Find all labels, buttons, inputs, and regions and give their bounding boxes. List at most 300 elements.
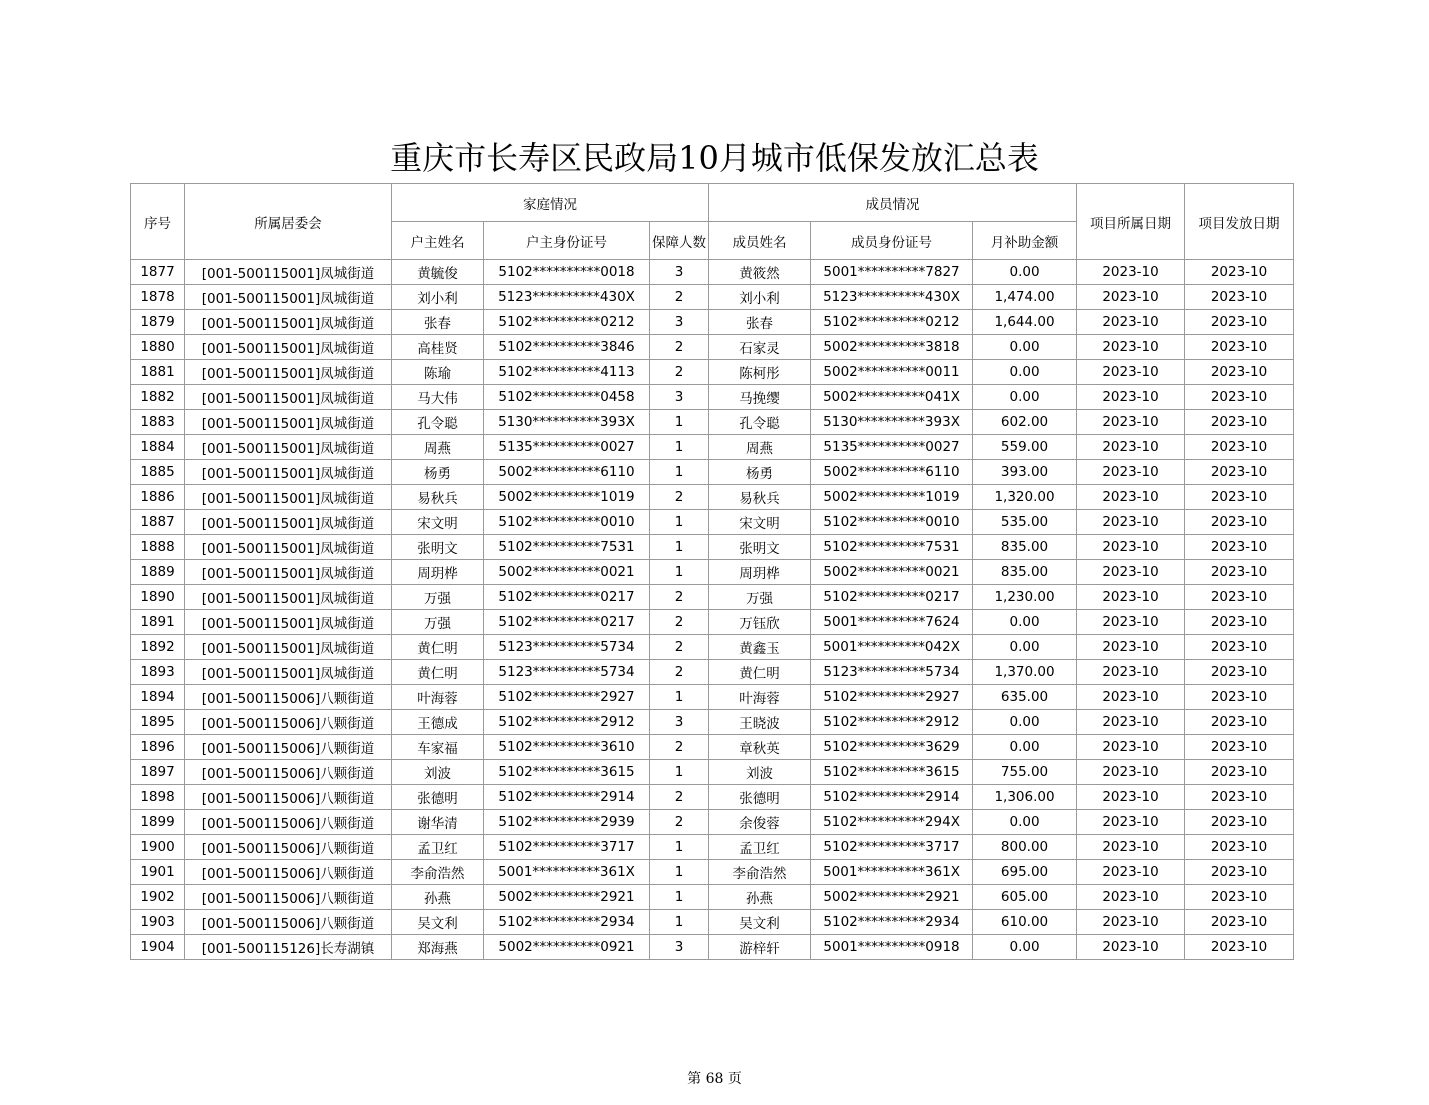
cell-project-period: 2023-10 [1077,885,1185,910]
cell-project-period: 2023-10 [1077,360,1185,385]
cell-issue-date: 2023-10 [1185,810,1294,835]
cell-head-id: 5102**********0458 [484,385,650,410]
cell-member-name: 刘小利 [709,285,811,310]
cell-member-name: 游梓轩 [709,935,811,960]
cell-issue-date: 2023-10 [1185,560,1294,585]
table-row [131,660,1294,685]
cell-member-id: 5102**********2912 [811,710,973,735]
cell-committee: [001-500115001]凤城街道 [185,610,392,635]
table-row [131,285,1294,310]
cell-member-id: 5102**********2927 [811,685,973,710]
cell-member-name: 王晓波 [709,710,811,735]
cell-member-name: 黄鑫玉 [709,635,811,660]
cell-project-period: 2023-10 [1077,785,1185,810]
cell-issue-date: 2023-10 [1185,460,1294,485]
page-title: 重庆市长寿区民政局10月城市低保发放汇总表 [390,139,1039,177]
cell-member-id: 5002**********6110 [811,460,973,485]
cell-head-id: 5102**********3610 [484,735,650,760]
cell-head-id: 5102**********7531 [484,535,650,560]
cell-head-id: 5102**********2914 [484,785,650,810]
cell-covered: 1 [650,435,709,460]
cell-monthly-amount: 1,644.00 [973,310,1077,335]
cell-head-id: 5002**********0921 [484,935,650,960]
cell-monthly-amount: 0.00 [973,710,1077,735]
cell-seq: 1899 [131,810,185,835]
cell-project-period: 2023-10 [1077,310,1185,335]
cell-covered: 3 [650,935,709,960]
cell-monthly-amount: 695.00 [973,860,1077,885]
cell-seq: 1903 [131,910,185,935]
cell-head-id: 5102**********3717 [484,835,650,860]
header-family-group: 家庭情况 [392,184,709,222]
table-row [131,560,1294,585]
cell-member-id: 5102**********0217 [811,585,973,610]
cell-head-id: 5130**********393X [484,410,650,435]
cell-seq: 1897 [131,760,185,785]
cell-monthly-amount: 0.00 [973,360,1077,385]
cell-member-name: 黄筱然 [709,260,811,285]
cell-seq: 1902 [131,885,185,910]
table-row [131,410,1294,435]
cell-monthly-amount: 393.00 [973,460,1077,485]
cell-head-id: 5102**********2934 [484,910,650,935]
cell-head-id: 5102**********4113 [484,360,650,385]
cell-project-period: 2023-10 [1077,260,1185,285]
cell-monthly-amount: 835.00 [973,535,1077,560]
cell-covered: 2 [650,635,709,660]
cell-committee: [001-500115001]凤城街道 [185,485,392,510]
cell-project-period: 2023-10 [1077,435,1185,460]
table-row [131,310,1294,335]
cell-head-name: 易秋兵 [392,485,484,510]
cell-committee: [001-500115001]凤城街道 [185,335,392,360]
cell-head-name: 孟卫红 [392,835,484,860]
cell-committee: [001-500115001]凤城街道 [185,435,392,460]
cell-issue-date: 2023-10 [1185,260,1294,285]
cell-member-name: 易秋兵 [709,485,811,510]
cell-head-name: 刘小利 [392,285,484,310]
cell-issue-date: 2023-10 [1185,310,1294,335]
cell-seq: 1880 [131,335,185,360]
cell-committee: [001-500115006]八颗街道 [185,860,392,885]
cell-member-id: 5102**********2934 [811,910,973,935]
cell-monthly-amount: 1,474.00 [973,285,1077,310]
cell-covered: 3 [650,260,709,285]
cell-covered: 1 [650,685,709,710]
cell-member-name: 石家灵 [709,335,811,360]
header-seq: 序号 [131,184,185,260]
cell-head-id: 5102**********0010 [484,510,650,535]
cell-head-id: 5123**********430X [484,285,650,310]
cell-monthly-amount: 0.00 [973,610,1077,635]
table-row [131,735,1294,760]
cell-monthly-amount: 0.00 [973,635,1077,660]
cell-covered: 1 [650,510,709,535]
table-row [131,710,1294,735]
header-issue-date: 项目发放日期 [1185,184,1294,260]
cell-member-id: 5102**********0212 [811,310,973,335]
table-header [131,184,1294,260]
cell-head-name: 谢华清 [392,810,484,835]
table-row [131,460,1294,485]
cell-member-id: 5002**********1019 [811,485,973,510]
cell-monthly-amount: 610.00 [973,910,1077,935]
cell-head-id: 5002**********1019 [484,485,650,510]
cell-member-id: 5002**********3818 [811,335,973,360]
cell-project-period: 2023-10 [1077,935,1185,960]
cell-seq: 1895 [131,710,185,735]
cell-issue-date: 2023-10 [1185,535,1294,560]
cell-member-id: 5130**********393X [811,410,973,435]
cell-covered: 2 [650,810,709,835]
cell-committee: [001-500115006]八颗街道 [185,785,392,810]
cell-member-name: 宋文明 [709,510,811,535]
cell-committee: [001-500115001]凤城街道 [185,310,392,335]
cell-seq: 1884 [131,435,185,460]
cell-head-name: 刘波 [392,760,484,785]
cell-covered: 2 [650,285,709,310]
cell-project-period: 2023-10 [1077,560,1185,585]
cell-seq: 1879 [131,310,185,335]
cell-committee: [001-500115001]凤城街道 [185,385,392,410]
header-project-period: 项目所属日期 [1077,184,1185,260]
cell-issue-date: 2023-10 [1185,610,1294,635]
cell-head-name: 孙燕 [392,885,484,910]
cell-member-name: 陈柯彤 [709,360,811,385]
cell-monthly-amount: 0.00 [973,810,1077,835]
table-row [131,935,1294,960]
cell-member-id: 5001**********0918 [811,935,973,960]
cell-member-name: 吴文利 [709,910,811,935]
cell-member-name: 万强 [709,585,811,610]
cell-seq: 1893 [131,660,185,685]
cell-committee: [001-500115006]八颗街道 [185,710,392,735]
cell-head-name: 高桂贤 [392,335,484,360]
page-number: 第 68 页 [687,1071,742,1087]
cell-committee: [001-500115006]八颗街道 [185,735,392,760]
cell-monthly-amount: 635.00 [973,685,1077,710]
cell-seq: 1888 [131,535,185,560]
cell-member-name: 张明文 [709,535,811,560]
cell-monthly-amount: 0.00 [973,385,1077,410]
cell-head-id: 5102**********3615 [484,760,650,785]
cell-issue-date: 2023-10 [1185,510,1294,535]
cell-project-period: 2023-10 [1077,510,1185,535]
cell-member-name: 刘波 [709,760,811,785]
cell-covered: 1 [650,535,709,560]
cell-monthly-amount: 835.00 [973,560,1077,585]
cell-project-period: 2023-10 [1077,710,1185,735]
table-row [131,885,1294,910]
cell-monthly-amount: 1,230.00 [973,585,1077,610]
cell-head-name: 宋文明 [392,510,484,535]
cell-issue-date: 2023-10 [1185,485,1294,510]
cell-covered: 1 [650,910,709,935]
cell-head-name: 陈瑜 [392,360,484,385]
cell-member-id: 5002**********0011 [811,360,973,385]
cell-member-id: 5002**********2921 [811,885,973,910]
cell-seq: 1890 [131,585,185,610]
cell-covered: 3 [650,385,709,410]
cell-issue-date: 2023-10 [1185,435,1294,460]
table-row [131,685,1294,710]
cell-member-name: 章秋英 [709,735,811,760]
cell-covered: 2 [650,585,709,610]
allowance-table [130,183,1294,960]
header-head-name: 户主姓名 [392,222,484,260]
cell-head-name: 万强 [392,585,484,610]
header-monthly-amount: 月补助金额 [973,222,1077,260]
cell-covered: 1 [650,460,709,485]
cell-member-name: 万钰欣 [709,610,811,635]
cell-project-period: 2023-10 [1077,410,1185,435]
cell-head-id: 5102**********2927 [484,685,650,710]
cell-member-name: 周燕 [709,435,811,460]
cell-issue-date: 2023-10 [1185,735,1294,760]
cell-monthly-amount: 0.00 [973,335,1077,360]
cell-issue-date: 2023-10 [1185,285,1294,310]
cell-seq: 1901 [131,860,185,885]
cell-project-period: 2023-10 [1077,735,1185,760]
cell-head-name: 张春 [392,310,484,335]
cell-head-name: 黄仁明 [392,660,484,685]
cell-issue-date: 2023-10 [1185,935,1294,960]
table-body [131,260,1294,960]
cell-covered: 1 [650,835,709,860]
cell-head-name: 车家福 [392,735,484,760]
header-covered: 保障人数 [650,222,709,260]
cell-monthly-amount: 755.00 [973,760,1077,785]
cell-monthly-amount: 1,320.00 [973,485,1077,510]
table-row [131,910,1294,935]
cell-monthly-amount: 602.00 [973,410,1077,435]
table-row [131,260,1294,285]
cell-seq: 1886 [131,485,185,510]
cell-head-id: 5102**********0212 [484,310,650,335]
cell-monthly-amount: 0.00 [973,735,1077,760]
cell-issue-date: 2023-10 [1185,585,1294,610]
cell-covered: 1 [650,560,709,585]
cell-committee: [001-500115006]八颗街道 [185,685,392,710]
cell-seq: 1894 [131,685,185,710]
cell-project-period: 2023-10 [1077,485,1185,510]
cell-seq: 1882 [131,385,185,410]
cell-member-id: 5135**********0027 [811,435,973,460]
cell-head-name: 孔令聪 [392,410,484,435]
cell-committee: [001-500115001]凤城街道 [185,535,392,560]
cell-head-name: 叶海蓉 [392,685,484,710]
cell-head-name: 郑海燕 [392,935,484,960]
cell-seq: 1904 [131,935,185,960]
cell-issue-date: 2023-10 [1185,360,1294,385]
cell-committee: [001-500115001]凤城街道 [185,410,392,435]
cell-head-name: 马大伟 [392,385,484,410]
table-row [131,835,1294,860]
cell-issue-date: 2023-10 [1185,635,1294,660]
cell-head-id: 5123**********5734 [484,660,650,685]
cell-issue-date: 2023-10 [1185,710,1294,735]
cell-seq: 1891 [131,610,185,635]
cell-issue-date: 2023-10 [1185,785,1294,810]
cell-covered: 3 [650,310,709,335]
cell-seq: 1883 [131,410,185,435]
cell-issue-date: 2023-10 [1185,885,1294,910]
cell-covered: 2 [650,360,709,385]
cell-head-id: 5102**********0018 [484,260,650,285]
cell-project-period: 2023-10 [1077,535,1185,560]
cell-seq: 1900 [131,835,185,860]
table-row [131,360,1294,385]
cell-head-name: 周玥桦 [392,560,484,585]
table-row [131,335,1294,360]
cell-issue-date: 2023-10 [1185,685,1294,710]
cell-seq: 1889 [131,560,185,585]
table-row [131,810,1294,835]
cell-issue-date: 2023-10 [1185,660,1294,685]
cell-monthly-amount: 800.00 [973,835,1077,860]
cell-monthly-amount: 1,306.00 [973,785,1077,810]
cell-member-id: 5102**********7531 [811,535,973,560]
cell-head-name: 万强 [392,610,484,635]
header-member-id: 成员身份证号 [811,222,973,260]
cell-head-name: 张明文 [392,535,484,560]
table-row [131,435,1294,460]
header-committee: 所属居委会 [185,184,392,260]
cell-committee: [001-500115001]凤城街道 [185,285,392,310]
cell-project-period: 2023-10 [1077,760,1185,785]
cell-member-name: 张德明 [709,785,811,810]
cell-member-id: 5123**********430X [811,285,973,310]
table-row [131,635,1294,660]
cell-covered: 2 [650,785,709,810]
header-head-id: 户主身份证号 [484,222,650,260]
cell-member-id: 5123**********5734 [811,660,973,685]
cell-head-id: 5002**********0021 [484,560,650,585]
cell-head-name: 李俞浩然 [392,860,484,885]
cell-head-id: 5102**********2912 [484,710,650,735]
cell-head-name: 黄仁明 [392,635,484,660]
cell-project-period: 2023-10 [1077,860,1185,885]
cell-project-period: 2023-10 [1077,585,1185,610]
cell-committee: [001-500115006]八颗街道 [185,835,392,860]
table-row [131,535,1294,560]
cell-head-name: 吴文利 [392,910,484,935]
cell-head-id: 5102**********0217 [484,610,650,635]
cell-seq: 1878 [131,285,185,310]
cell-project-period: 2023-10 [1077,910,1185,935]
cell-project-period: 2023-10 [1077,635,1185,660]
cell-head-id: 5102**********2939 [484,810,650,835]
cell-issue-date: 2023-10 [1185,410,1294,435]
cell-seq: 1892 [131,635,185,660]
cell-head-name: 周燕 [392,435,484,460]
cell-issue-date: 2023-10 [1185,335,1294,360]
cell-monthly-amount: 0.00 [973,935,1077,960]
cell-head-id: 5002**********2921 [484,885,650,910]
cell-member-id: 5102**********294X [811,810,973,835]
cell-member-id: 5102**********3629 [811,735,973,760]
cell-head-name: 黄毓俊 [392,260,484,285]
cell-project-period: 2023-10 [1077,610,1185,635]
header-member-name: 成员姓名 [709,222,811,260]
cell-committee: [001-500115001]凤城街道 [185,360,392,385]
cell-monthly-amount: 1,370.00 [973,660,1077,685]
cell-project-period: 2023-10 [1077,685,1185,710]
cell-committee: [001-500115001]凤城街道 [185,260,392,285]
header-member-group: 成员情况 [709,184,1077,222]
cell-head-name: 张德明 [392,785,484,810]
cell-member-id: 5001**********361X [811,860,973,885]
cell-member-name: 叶海蓉 [709,685,811,710]
cell-member-name: 周玥桦 [709,560,811,585]
cell-issue-date: 2023-10 [1185,835,1294,860]
cell-committee: [001-500115006]八颗街道 [185,810,392,835]
cell-member-name: 杨勇 [709,460,811,485]
cell-issue-date: 2023-10 [1185,910,1294,935]
cell-covered: 2 [650,735,709,760]
cell-issue-date: 2023-10 [1185,860,1294,885]
cell-head-id: 5102**********0217 [484,585,650,610]
table-row [131,860,1294,885]
cell-committee: [001-500115006]八颗街道 [185,885,392,910]
table-row [131,385,1294,410]
cell-covered: 1 [650,760,709,785]
cell-member-name: 黄仁明 [709,660,811,685]
table-row [131,585,1294,610]
table-row [131,785,1294,810]
cell-project-period: 2023-10 [1077,335,1185,360]
cell-member-name: 孟卫红 [709,835,811,860]
cell-member-id: 5102**********3717 [811,835,973,860]
cell-monthly-amount: 0.00 [973,260,1077,285]
cell-member-name: 张春 [709,310,811,335]
cell-project-period: 2023-10 [1077,835,1185,860]
cell-seq: 1885 [131,460,185,485]
cell-seq: 1881 [131,360,185,385]
cell-head-name: 王德成 [392,710,484,735]
cell-covered: 1 [650,860,709,885]
cell-seq: 1887 [131,510,185,535]
cell-committee: [001-500115001]凤城街道 [185,510,392,535]
cell-member-id: 5002**********041X [811,385,973,410]
cell-monthly-amount: 605.00 [973,885,1077,910]
cell-committee: [001-500115006]八颗街道 [185,760,392,785]
cell-project-period: 2023-10 [1077,385,1185,410]
cell-member-name: 孙燕 [709,885,811,910]
cell-member-id: 5002**********0021 [811,560,973,585]
cell-covered: 2 [650,485,709,510]
cell-seq: 1898 [131,785,185,810]
cell-member-id: 5102**********2914 [811,785,973,810]
cell-committee: [001-500115126]长寿湖镇 [185,935,392,960]
cell-head-id: 5135**********0027 [484,435,650,460]
cell-project-period: 2023-10 [1077,660,1185,685]
cell-head-id: 5001**********361X [484,860,650,885]
cell-head-id: 5002**********6110 [484,460,650,485]
cell-committee: [001-500115001]凤城街道 [185,560,392,585]
cell-member-name: 余俊蓉 [709,810,811,835]
cell-committee: [001-500115001]凤城街道 [185,460,392,485]
cell-issue-date: 2023-10 [1185,760,1294,785]
table-row [131,610,1294,635]
table-row [131,485,1294,510]
cell-committee: [001-500115001]凤城街道 [185,635,392,660]
cell-committee: [001-500115001]凤城街道 [185,585,392,610]
cell-covered: 2 [650,335,709,360]
cell-committee: [001-500115001]凤城街道 [185,660,392,685]
cell-member-id: 5102**********3615 [811,760,973,785]
cell-member-name: 孔令聪 [709,410,811,435]
